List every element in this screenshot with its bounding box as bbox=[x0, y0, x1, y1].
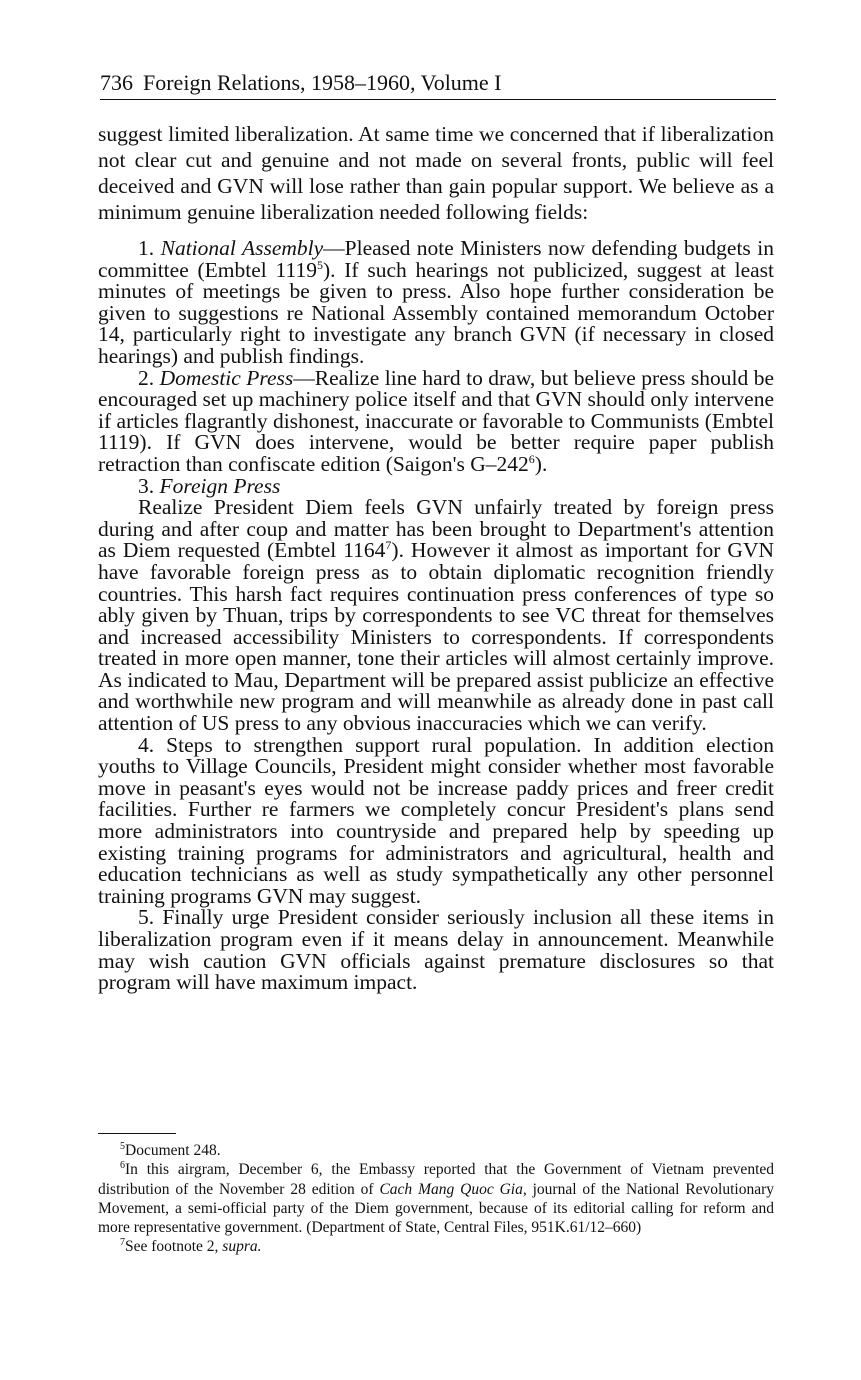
item-foreign-press-heading: 3. Foreign Press bbox=[138, 473, 281, 498]
footnote-ref: 6 bbox=[528, 451, 535, 466]
page-number: 736 bbox=[100, 70, 133, 95]
item-heading: Foreign Press bbox=[159, 473, 281, 498]
item-foreign-press: Realize President Diem feels GVN unfairly treated by foreign press during and after coup and matter has been brought to Department's attention as Diem requested (Embtel 1164$^7$). However it almost as important for GVN have favorable foreign press as to obtain diplomatic recognition friendly countries. This harsh fact requires continuation press conferences of type so ably given by Thuan, trips by correspondents to see VC threat for themselves and increased accessibility Ministers to correspondents. If correspondents treated in more open manner, tone their articles will almost certainly improve. As indicated to Mau, Department will be prepared assist publicize an effective and worthwhile new program and will meanwhile as already done in past call attention of US press to any obvious inaccuracies which we can verify. bbox=[98, 495, 775, 736]
item-heading: Domestic Press bbox=[159, 365, 294, 390]
item-heading: National Assembly bbox=[160, 236, 324, 260]
volume-title: Foreign Relations, 1958–1960, Volume I bbox=[143, 70, 502, 95]
footnote-7: $^7$See footnote 2, supra. bbox=[120, 1237, 262, 1256]
footnote-5: $^5$Document 248. bbox=[120, 1140, 221, 1159]
footnote-divider bbox=[98, 1133, 176, 1134]
running-header bbox=[100, 68, 776, 100]
item-domestic-press: 2. Domestic Press—Realize line hard to draw, but believe press should be encouraged set up machinery police itself and that GVN should only intervene if articles flagrantly dishonest, inaccurate or favorable to Communists (Embtel 1119). If GVN does intervene, would be better require paper publish retraction than confiscate edition (Saigon's $G-242^6$). bbox=[98, 365, 775, 476]
footnote-ref: 7 bbox=[385, 538, 392, 553]
item-national-assembly: 1. National Assembly—Pleased note Ministers now defending budgets in committee (Embtel 1119$^5$). If such hearings not publicized, suggest at least minutes of meetings be given to press. Also hope further consideration be given to suggestions re National Assembly contained memorandum October 14, particularly right to investigate any branch GVN (if necessary in closed hearings) and publish findings. bbox=[98, 236, 775, 368]
item-rural-population: 4. Steps to strengthen support rural population. In addition election youths to Village Councils, President might consider whether most favorable move in peasant's eyes would not be increase paddy prices and freer credit facilities. Further re farmers we completely concur President's plans send more administrators into countryside and prepared help by speeding up existing training programs for administrators and agricultural, health and education technicians as well as study sympathetically any other personnel training programs GVN may suggest. bbox=[98, 732, 774, 908]
item-list bbox=[98, 238, 774, 994]
lead-paragraph: suggest limited liberalization. At same time we concerned that if liberalization not clear cut and genuine and not made on several fronts, public will feel deceived and GVN will lose rather than gain popular support. We believe as a minimum genuine liberalization needed following fields: bbox=[98, 122, 774, 224]
footnote-ref: 5 bbox=[316, 257, 323, 272]
footnotes bbox=[98, 1141, 774, 1257]
footnote-6: $^6$In this airgram, December 6, the Embassy reported that the Government of Vietnam prevented distribution of the November 28 edition of Cach Mang Quoc Gia, journal of the National Revolutionary Movement, a semi-official party of the Diem government, because of its editorial calling for reform and more representative government. (Department of State, Central Files, 951K.61/12–660) bbox=[98, 1160, 775, 1237]
item-final-urge: 5. Finally urge President consider seriously inclusion all these items in liberalization program even if it means delay in announcement. Meanwhile may wish caution GVN officials against premature disclosures so that program will have maximum impact. bbox=[98, 905, 774, 995]
main-text bbox=[98, 121, 774, 994]
